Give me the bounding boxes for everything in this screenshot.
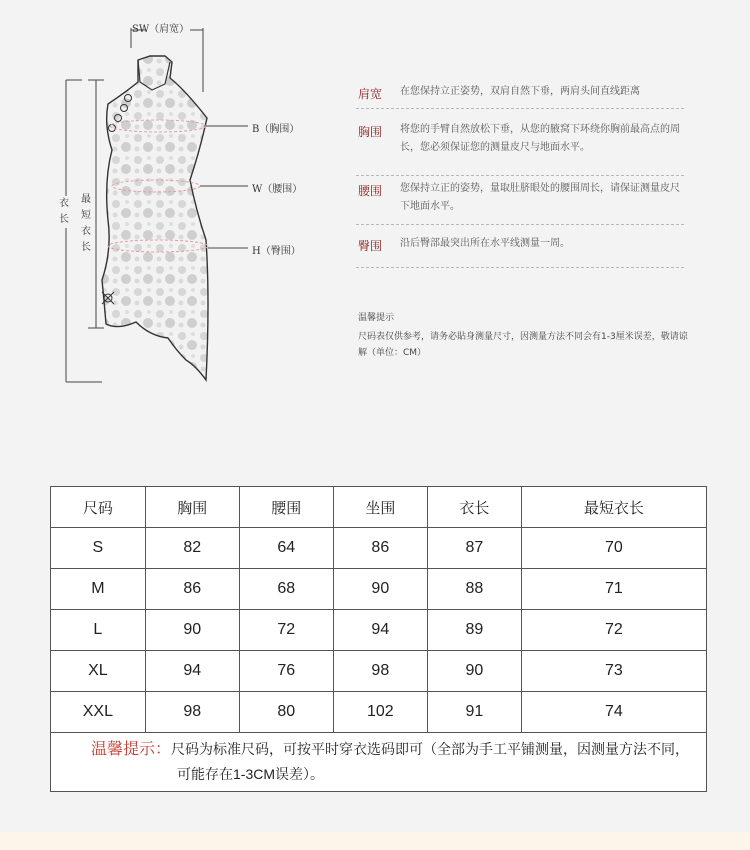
table-cell: L	[51, 610, 146, 651]
definition-text: 您保持立正的姿势，量取肚脐眼处的腰围周长，请保证测量皮尺下地面水平。	[400, 183, 680, 212]
table-cell: 82	[145, 528, 239, 569]
table-cell: 73	[521, 651, 706, 692]
table-cell: 94	[145, 651, 239, 692]
definition-hip	[356, 225, 684, 268]
table-note	[51, 733, 707, 792]
definition-text: 沿后臀部最突出所在水平线测量一周。	[400, 238, 570, 249]
table-cell: 90	[333, 569, 427, 610]
header-min-length: 最短衣长	[521, 487, 706, 528]
table-cell: 102	[333, 692, 427, 733]
size-table	[50, 486, 707, 792]
table-cell: S	[51, 528, 146, 569]
table-cell: 72	[239, 610, 333, 651]
table-row	[51, 610, 707, 651]
definition-waist	[356, 176, 684, 225]
length-label: 衣长	[58, 196, 70, 228]
b-label: B（胸围）	[252, 124, 300, 135]
definition-shoulder	[356, 78, 684, 109]
sw-label: SW（肩宽）	[132, 24, 190, 35]
table-cell: 74	[521, 692, 706, 733]
note-line-2: 可能存在1-3CM误差）。	[177, 766, 325, 782]
table-cell: 72	[521, 610, 706, 651]
header-waist: 腰围	[239, 487, 333, 528]
table-row	[51, 569, 707, 610]
table-cell: 76	[239, 651, 333, 692]
table-cell: 64	[239, 528, 333, 569]
table-cell: 86	[145, 569, 239, 610]
tip-block	[358, 310, 688, 361]
table-cell: XL	[51, 651, 146, 692]
note-label: 温馨提示：	[91, 741, 172, 758]
table-cell: 91	[427, 692, 521, 733]
tip-body: 尺码表仅供参考，请务必貼身测量尺寸，因测量方法不同会有1-3厘米误差，敬请谅解（单位：CM）	[358, 332, 688, 358]
tip-heading: 温馨提示	[358, 313, 395, 323]
table-cell: 70	[521, 528, 706, 569]
header-hip: 坐围	[333, 487, 427, 528]
w-label: W（腰围）	[252, 184, 303, 195]
table-row	[51, 528, 707, 569]
definition-term: 腰围	[358, 184, 383, 198]
header-length: 衣长	[427, 487, 521, 528]
definition-term: 臀围	[358, 239, 383, 253]
table-row	[51, 692, 707, 733]
table-cell: M	[51, 569, 146, 610]
measurement-definitions	[356, 78, 684, 268]
table-cell: 88	[427, 569, 521, 610]
table-cell: 80	[239, 692, 333, 733]
dress-measurement-figure	[0, 0, 320, 400]
table-cell: 86	[333, 528, 427, 569]
dress-illustration	[0, 0, 320, 400]
header-size: 尺码	[51, 487, 146, 528]
table-cell: XXL	[51, 692, 146, 733]
definition-text: 将您的手臂自然放松下垂，从您的腋窝下环绕你胸前最高点的周长，您必须保证您的测量皮尺与地面水平。	[400, 124, 680, 153]
bottom-strip	[0, 832, 750, 850]
table-cell: 68	[239, 569, 333, 610]
note-line-1: 尺码为标准尺码，可按平时穿衣选码即可（全部为手工平铺测量，因测量方法不同，	[171, 741, 690, 757]
definition-term: 肩宽	[358, 87, 383, 101]
table-cell: 94	[333, 610, 427, 651]
table-cell: 90	[427, 651, 521, 692]
table-row	[51, 651, 707, 692]
table-cell: 71	[521, 569, 706, 610]
h-label: H（臀围）	[252, 246, 301, 257]
table-note-row	[51, 733, 707, 792]
header-chest: 胸围	[145, 487, 239, 528]
table-cell: 90	[145, 610, 239, 651]
min-length-label: 最短衣长	[81, 194, 91, 253]
definition-term: 胸围	[358, 125, 383, 139]
table-header-row	[51, 487, 707, 528]
definition-text: 在您保持立正姿势，双肩自然下垂，两肩头间直线距离	[400, 86, 640, 97]
table-cell: 87	[427, 528, 521, 569]
table-cell: 98	[333, 651, 427, 692]
table-cell: 98	[145, 692, 239, 733]
definition-chest	[356, 109, 684, 176]
table-cell: 89	[427, 610, 521, 651]
